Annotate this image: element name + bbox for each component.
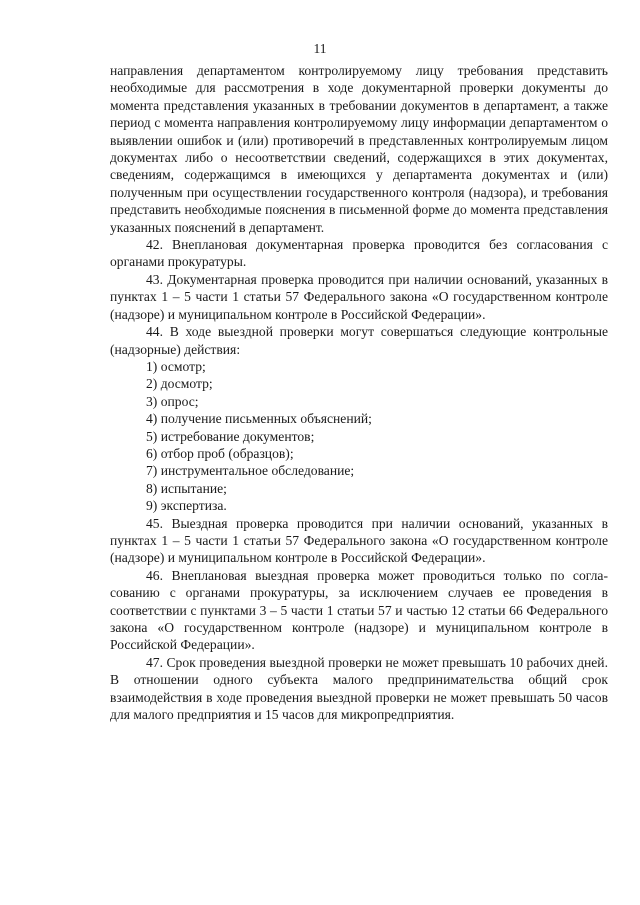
paragraph-continuation: направления департаментом контролируемому лицу требования представить необходимые для рассмотрения в ходе документарной проверки документы до момента представления указанных в требовании документов в департамент, а также период с момента направления контролируемому лицу информации департаментом о выявлении ошибок и (или) противоречий в представленных контролируемым лицом документах либо о несоответствии сведений, содержащихся в этих документах, сведениям, содержащимся в имеющихся у департамента документах и (или) полученным при осуществлении государственного контроля (надзора), и требования представить необходимые пояснения в письменной форме до момента представления указанных пояснений в департамент.: [110, 63, 608, 235]
list-item: 2) досмотр;: [146, 376, 213, 392]
list-item: 3) опрос;: [146, 393, 199, 409]
control-actions-list: [110, 358, 608, 515]
paragraph-42: 42. Внеплановая документарная проверка проводится без согласования с органами прокуратуры.: [110, 237, 608, 270]
list-item: 4) получение письменных объяснений;: [146, 411, 372, 427]
paragraph-44: 44. В ходе выездной проверки могут совершаться следующие контрольные (надзорные) действия:: [110, 324, 608, 357]
document-body: [110, 62, 608, 723]
paragraph-43: 43. Документарная проверка проводится при наличии оснований, указанных в пунктах 1 – 5 части 1 статьи 57 Федерального закона «О государственном контроле (надзоре) и муниципальном контроле в Российской Федерации».: [110, 271, 608, 322]
list-item: 5) истребование документов;: [146, 428, 315, 444]
list-item: 7) инструментальное обследование;: [146, 463, 355, 479]
page-number: 11: [313, 41, 327, 56]
list-item: 8) испытание;: [146, 480, 227, 496]
paragraph-46: 46. Внеплановая выездная проверка может проводиться только по согласованию с органами прокуратуры, за исключением случаев ее проведения в соответствии с пунктами 3 – 5 части 1 статьи 57 и частью 12 статьи 66 Федерального закона «О государственном контроле (надзоре) и муниципальном контроле в Российской Федерации».: [110, 567, 608, 653]
list-item: 6) отбор проб (образцов);: [146, 445, 294, 461]
paragraph-45: 45. Выездная проверка проводится при наличии оснований, указанных в пунктах 1 – 5 части 1 статьи 57 Федерального закона «О государственном контроле (надзоре) и муниципальном контроле в Российской Федерации».: [110, 515, 608, 566]
list-item: 9) экспертиза.: [146, 498, 227, 514]
list-item: 1) осмотр;: [146, 358, 206, 374]
paragraph-47: 47. Срок проведения выездной проверки не может превышать 10 рабочих дней. В отношении одного субъекта малого предпринимательства общий срок взаимодействия в ходе проведения выездной проверки не может превышать 50 часов для малого предприятия и 15 часов для микропредприятия.: [110, 654, 608, 723]
